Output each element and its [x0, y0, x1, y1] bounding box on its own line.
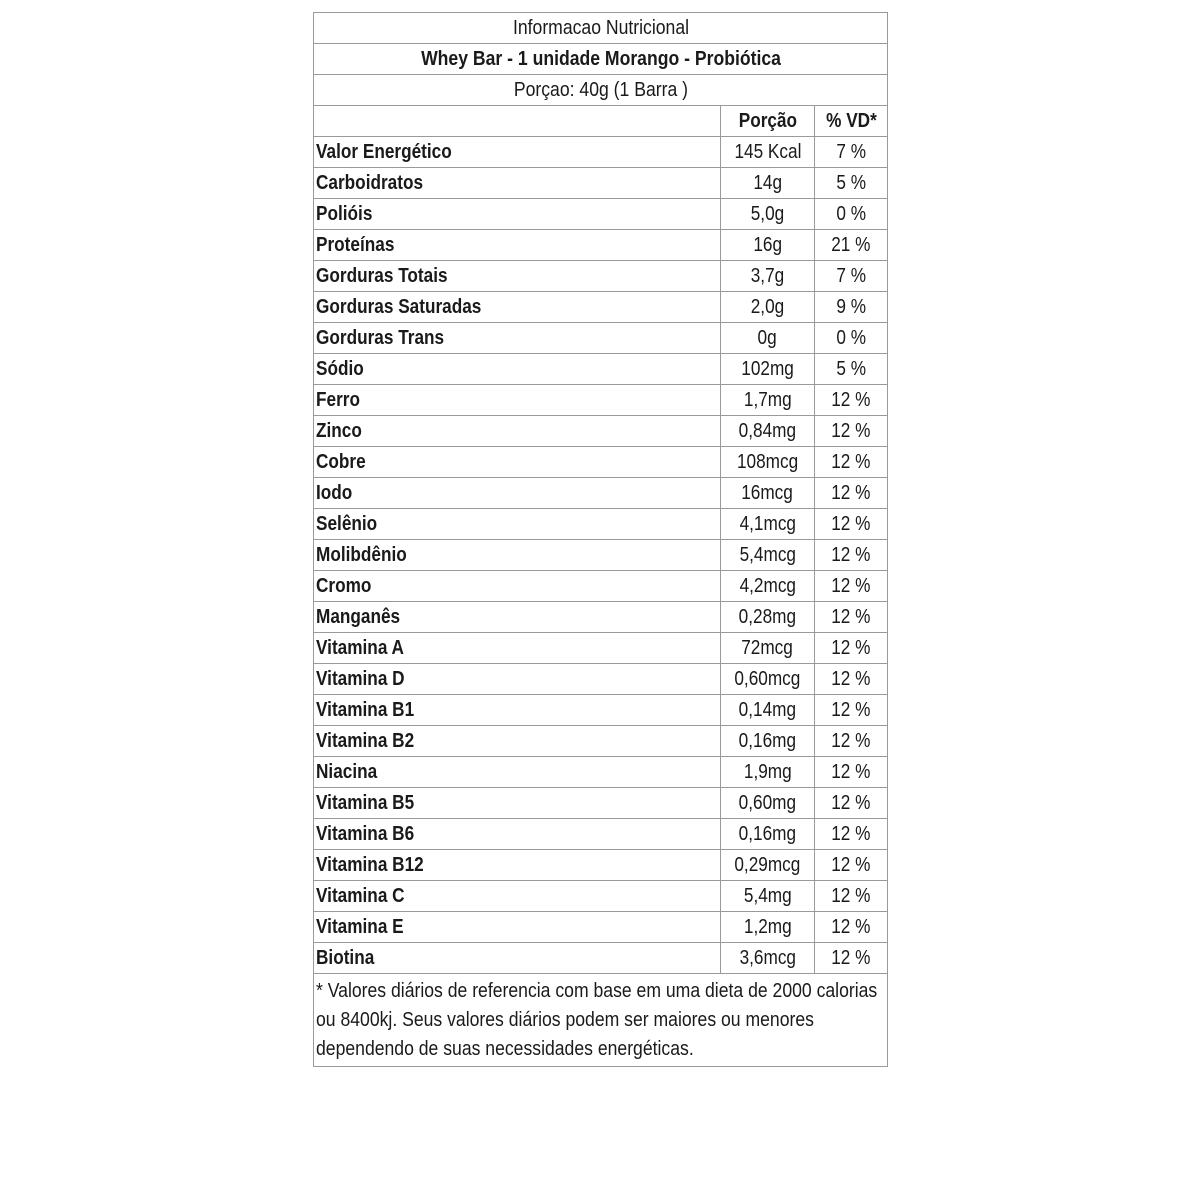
nutrient-qty	[721, 633, 815, 664]
nutrient-qty-text: 1,7mg	[743, 389, 792, 411]
nutrient-name-text: Gorduras Trans	[316, 327, 445, 349]
nutrient-qty-text: 0,14mg	[738, 699, 797, 721]
nutrient-row	[314, 633, 888, 664]
nutrient-vd	[815, 943, 888, 974]
nutrient-name	[314, 540, 721, 571]
nutrient-name-text: Gorduras Saturadas	[316, 296, 482, 318]
nutrient-name	[314, 168, 721, 199]
nutrient-qty-text: 5,4mg	[743, 885, 792, 907]
nutrient-row	[314, 819, 888, 850]
nutrient-qty	[721, 261, 815, 292]
nutrient-vd-text: 12 %	[831, 947, 871, 969]
nutrient-vd	[815, 540, 888, 571]
nutrient-name	[314, 447, 721, 478]
nutrient-vd-text: 0 %	[836, 327, 866, 349]
nutrient-qty-text: 16mcg	[741, 482, 794, 504]
nutrient-row	[314, 757, 888, 788]
nutrient-qty	[721, 943, 815, 974]
nutrient-row	[314, 602, 888, 633]
nutrient-name	[314, 354, 721, 385]
nutrient-row	[314, 912, 888, 943]
nutrient-name	[314, 726, 721, 757]
nutrient-vd-text: 12 %	[831, 389, 871, 411]
nutrient-name	[314, 664, 721, 695]
nutrient-qty	[721, 323, 815, 354]
nutrient-name-text: Vitamina D	[316, 668, 405, 690]
nutrient-name-text: Selênio	[316, 513, 378, 535]
nutrient-vd-text: 12 %	[831, 420, 871, 442]
nutrient-name-text: Molibdênio	[316, 544, 407, 566]
nutrient-qty	[721, 757, 815, 788]
nutrient-name-text: Ferro	[316, 389, 360, 411]
nutrient-name	[314, 633, 721, 664]
nutrient-row	[314, 540, 888, 571]
nutrient-vd-text: 12 %	[831, 823, 871, 845]
nutrient-qty	[721, 664, 815, 695]
nutrient-qty-text: 108mcg	[736, 451, 799, 473]
nutrient-name-text: Cromo	[316, 575, 372, 597]
nutrient-row	[314, 323, 888, 354]
nutrient-qty	[721, 819, 815, 850]
nutrient-name-text: Vitamina B1	[316, 699, 415, 721]
nutrient-row	[314, 664, 888, 695]
nutrient-name	[314, 137, 721, 168]
nutrient-row	[314, 695, 888, 726]
nutrient-vd	[815, 695, 888, 726]
nutrient-qty-text: 0,60mg	[738, 792, 797, 814]
nutrient-qty-text: 5,4mcg	[739, 544, 796, 566]
nutrient-name	[314, 416, 721, 447]
nutrient-vd-text: 12 %	[831, 575, 871, 597]
nutrient-name-text: Gorduras Totais	[316, 265, 448, 287]
nutrient-qty-text: 4,1mcg	[739, 513, 796, 535]
nutrient-row	[314, 726, 888, 757]
nutrient-vd	[815, 261, 888, 292]
nutrient-qty	[721, 726, 815, 757]
nutrient-qty-text: 4,2mcg	[739, 575, 796, 597]
footnote	[314, 974, 888, 1067]
nutrient-qty	[721, 137, 815, 168]
nutrient-name	[314, 943, 721, 974]
nutrient-row	[314, 292, 888, 323]
nutrient-qty	[721, 478, 815, 509]
nutrient-name	[314, 323, 721, 354]
nutrient-vd-text: 12 %	[831, 544, 871, 566]
nutrient-row	[314, 881, 888, 912]
nutrient-row	[314, 571, 888, 602]
nutrient-row	[314, 850, 888, 881]
nutrient-qty	[721, 850, 815, 881]
nutrient-name	[314, 292, 721, 323]
nutrient-vd	[815, 292, 888, 323]
nutrient-name	[314, 912, 721, 943]
nutrient-qty-text: 0g	[757, 327, 778, 349]
nutrient-qty	[721, 912, 815, 943]
nutrient-vd	[815, 168, 888, 199]
nutrient-vd	[815, 509, 888, 540]
nutrient-qty-text: 2,0g	[750, 296, 785, 318]
nutrient-vd	[815, 478, 888, 509]
nutrient-vd	[815, 602, 888, 633]
nutrient-qty-text: 5,0g	[750, 203, 785, 225]
product-name	[348, 44, 853, 75]
table-title-text: Informacao Nutricional	[512, 17, 689, 39]
header-qty	[721, 106, 815, 137]
nutrient-vd	[815, 385, 888, 416]
nutrient-vd	[815, 757, 888, 788]
nutrient-vd	[815, 633, 888, 664]
nutrient-vd-text: 12 %	[831, 916, 871, 938]
nutrient-vd-text: 5 %	[836, 358, 866, 380]
nutrient-name-text: Vitamina B12	[316, 854, 424, 876]
product-name-text: Whey Bar - 1 unidade Morango - Probiótica	[420, 48, 781, 70]
nutrient-qty	[721, 509, 815, 540]
nutrient-row	[314, 137, 888, 168]
nutrient-name-text: Sódio	[316, 358, 364, 380]
nutrient-qty-text: 102mg	[741, 358, 794, 380]
nutrient-vd	[815, 137, 888, 168]
nutrient-vd	[815, 881, 888, 912]
nutrient-qty	[721, 168, 815, 199]
nutrient-name-text: Vitamina B5	[316, 792, 415, 814]
nutrient-vd-text: 7 %	[836, 141, 866, 163]
nutrient-name-text: Vitamina B2	[316, 730, 415, 752]
nutrient-name-text: Vitamina E	[316, 916, 404, 938]
nutrient-qty-text: 16g	[753, 234, 782, 256]
nutrient-vd-text: 12 %	[831, 513, 871, 535]
nutrient-vd	[815, 819, 888, 850]
nutrient-qty	[721, 695, 815, 726]
nutrient-qty-text: 1,2mg	[743, 916, 792, 938]
nutrient-qty-text: 145 Kcal	[734, 141, 801, 163]
nutrient-qty-text: 72mcg	[741, 637, 794, 659]
nutrient-qty-text: 0,16mg	[738, 823, 797, 845]
serving-row	[314, 75, 888, 106]
nutrient-name	[314, 819, 721, 850]
nutrient-qty	[721, 199, 815, 230]
nutrient-vd	[815, 912, 888, 943]
nutrient-vd	[815, 664, 888, 695]
nutrient-name-text: Niacina	[316, 761, 378, 783]
nutrient-row	[314, 788, 888, 819]
nutrient-name	[314, 695, 721, 726]
nutrient-row	[314, 354, 888, 385]
nutrient-vd-text: 12 %	[831, 792, 871, 814]
nutrient-vd	[815, 571, 888, 602]
nutrient-name	[314, 199, 721, 230]
header-vd-text: % VD*	[825, 110, 877, 132]
nutrient-qty-text: 3,7g	[750, 265, 785, 287]
nutrient-vd	[815, 416, 888, 447]
nutrient-name-text: Manganês	[316, 606, 401, 628]
nutrient-name-text: Vitamina B6	[316, 823, 415, 845]
nutrient-name-text: Proteínas	[316, 234, 395, 256]
nutrient-name	[314, 757, 721, 788]
nutrient-vd-text: 0 %	[836, 203, 866, 225]
nutrient-row	[314, 447, 888, 478]
nutrient-name-text: Vitamina C	[316, 885, 405, 907]
nutrient-row	[314, 385, 888, 416]
nutrient-qty	[721, 602, 815, 633]
serving-size-text: Porçao: 40g (1 Barra )	[513, 79, 688, 101]
nutrient-name-text: Polióis	[316, 203, 373, 225]
nutrient-name	[314, 509, 721, 540]
nutrient-vd-text: 12 %	[831, 854, 871, 876]
nutrient-vd	[815, 354, 888, 385]
nutrient-vd-text: 12 %	[831, 451, 871, 473]
title-row	[314, 13, 888, 44]
column-header-row	[314, 106, 888, 137]
nutrient-row	[314, 168, 888, 199]
nutrient-row	[314, 509, 888, 540]
nutrient-vd	[815, 199, 888, 230]
nutrient-row	[314, 261, 888, 292]
nutrient-name	[314, 881, 721, 912]
nutrient-vd	[815, 850, 888, 881]
nutrient-row	[314, 230, 888, 261]
nutrient-qty-text: 0,28mg	[738, 606, 797, 628]
nutrient-qty-text: 3,6mcg	[739, 947, 796, 969]
nutrient-name-text: Biotina	[316, 947, 375, 969]
nutrient-name	[314, 788, 721, 819]
nutrient-name	[314, 571, 721, 602]
nutrient-row	[314, 478, 888, 509]
nutrient-vd-text: 12 %	[831, 885, 871, 907]
nutrient-qty	[721, 447, 815, 478]
nutrient-qty	[721, 292, 815, 323]
header-empty-cell	[314, 106, 721, 137]
nutrient-qty-text: 0,60mcg	[734, 668, 801, 690]
nutrient-name	[314, 478, 721, 509]
nutrient-vd	[815, 230, 888, 261]
nutrient-vd	[815, 726, 888, 757]
nutrient-vd-text: 12 %	[831, 606, 871, 628]
nutrient-qty-text: 0,29mcg	[734, 854, 801, 876]
nutrient-vd-text: 12 %	[831, 761, 871, 783]
nutrient-qty	[721, 881, 815, 912]
nutrient-vd-text: 12 %	[831, 730, 871, 752]
nutrient-qty	[721, 416, 815, 447]
nutrient-vd	[815, 323, 888, 354]
header-vd	[815, 106, 888, 137]
nutrient-name	[314, 261, 721, 292]
nutrient-name-text: Vitamina A	[316, 637, 404, 659]
nutrition-facts-table	[313, 12, 888, 1067]
nutrient-name	[314, 602, 721, 633]
nutrient-qty	[721, 354, 815, 385]
nutrient-qty-text: 0,16mg	[738, 730, 797, 752]
nutrient-row	[314, 416, 888, 447]
table-title	[348, 13, 853, 44]
nutrient-vd-text: 12 %	[831, 699, 871, 721]
nutrient-vd-text: 12 %	[831, 637, 871, 659]
nutrient-qty	[721, 385, 815, 416]
nutrient-vd-text: 12 %	[831, 668, 871, 690]
nutrient-vd	[815, 447, 888, 478]
nutrient-name-text: Iodo	[316, 482, 353, 504]
nutrient-name	[314, 850, 721, 881]
nutrient-name	[314, 230, 721, 261]
serving-size	[314, 75, 888, 106]
nutrient-qty-text: 0,84mg	[738, 420, 797, 442]
footnote-text: * Valores diários de referencia com base em uma dieta de 2000 calorias ou 8400kj. Seus valores diários podem ser maiores ou menores dependendo de suas necessidades energéticas.	[316, 980, 878, 1060]
header-qty-text: Porção	[738, 110, 797, 132]
nutrient-row	[314, 199, 888, 230]
nutrient-vd-text: 9 %	[836, 296, 866, 318]
nutrient-qty	[721, 571, 815, 602]
nutrient-name-text: Zinco	[316, 420, 362, 442]
nutrient-vd-text: 21 %	[831, 234, 871, 256]
nutrient-name-text: Valor Energético	[316, 141, 452, 163]
nutrient-row	[314, 943, 888, 974]
product-row	[314, 44, 888, 75]
nutrient-name-text: Cobre	[316, 451, 366, 473]
nutrient-vd-text: 5 %	[836, 172, 866, 194]
nutrient-vd-text: 12 %	[831, 482, 871, 504]
nutrient-qty	[721, 540, 815, 571]
nutrient-qty	[721, 230, 815, 261]
nutrient-vd	[815, 788, 888, 819]
nutrient-qty	[721, 788, 815, 819]
footnote-row	[314, 974, 888, 1067]
nutrient-vd-text: 7 %	[836, 265, 866, 287]
nutrient-name-text: Carboidratos	[316, 172, 424, 194]
nutrient-name	[314, 385, 721, 416]
nutrient-qty-text: 1,9mg	[743, 761, 792, 783]
nutrient-qty-text: 14g	[753, 172, 782, 194]
